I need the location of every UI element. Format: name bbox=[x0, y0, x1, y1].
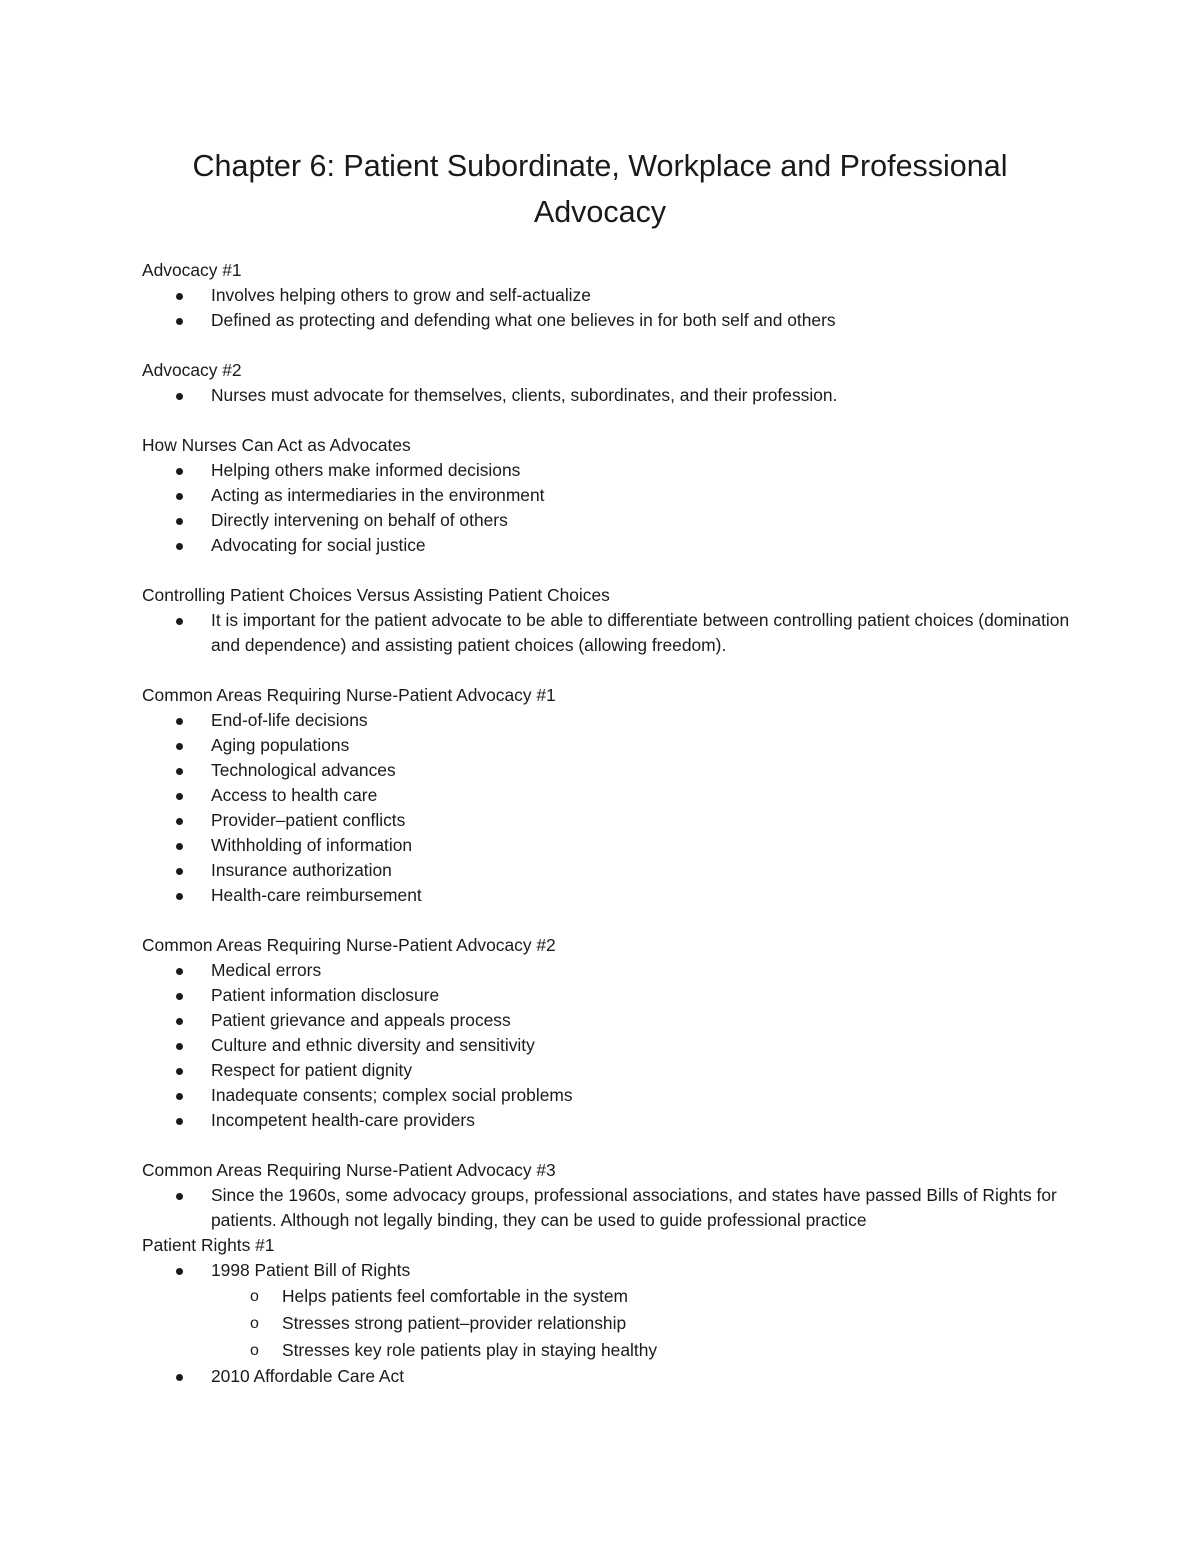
list-item-text: Withholding of information bbox=[211, 835, 413, 855]
bullet-list bbox=[142, 283, 1082, 333]
section-common-areas-requiring-nurse-patient-advocacy-2 bbox=[142, 933, 1082, 1133]
page-title-line-2: Advocacy bbox=[533, 195, 667, 229]
list-item bbox=[142, 708, 1082, 733]
list-item bbox=[142, 383, 1082, 408]
list-item-text: Culture and ethnic diversity and sensitivity bbox=[211, 1035, 535, 1055]
sub-list-item bbox=[142, 1337, 1082, 1364]
bullet-icon bbox=[176, 768, 183, 775]
bullet-icon bbox=[176, 793, 183, 800]
list-item-text: Advocating for social justice bbox=[211, 535, 426, 555]
bullet-icon bbox=[176, 968, 183, 975]
list-item-text: 2010 Affordable Care Act bbox=[211, 1366, 405, 1386]
list-item bbox=[142, 1033, 1082, 1058]
list-item-text: Aging populations bbox=[211, 735, 350, 755]
list-item bbox=[142, 283, 1082, 308]
bullet-icon bbox=[176, 1118, 183, 1125]
section-common-areas-requiring-nurse-patient-advocacy-3 bbox=[142, 1158, 1082, 1233]
section-heading: Common Areas Requiring Nurse-Patient Advocacy #1 bbox=[142, 685, 556, 705]
list-item-text: Directly intervening on behalf of others bbox=[211, 510, 508, 530]
list-item-text: Nurses must advocate for themselves, clients, subordinates, and their profession. bbox=[211, 385, 838, 405]
bullet-icon bbox=[176, 393, 183, 400]
bullet-list bbox=[142, 1183, 1082, 1233]
list-item bbox=[142, 983, 1082, 1008]
bullet-icon bbox=[176, 1093, 183, 1100]
section-heading: Advocacy #2 bbox=[142, 360, 242, 380]
bullet-icon bbox=[176, 1268, 183, 1275]
section-controlling-patient-choices-versus-assisting-patient-choices bbox=[142, 583, 1082, 658]
list-item bbox=[142, 883, 1082, 908]
bullet-icon bbox=[176, 1018, 183, 1025]
bullet-list bbox=[142, 708, 1082, 908]
page-title-line-1: Chapter 6: Patient Subordinate, Workplace and Professional bbox=[192, 149, 1008, 183]
bullet-icon bbox=[176, 543, 183, 550]
bullet-icon bbox=[176, 1193, 183, 1200]
list-item bbox=[142, 1108, 1082, 1133]
list-item-text: Defined as protecting and defending what one believes in for both self and others bbox=[211, 310, 836, 330]
bullet-list bbox=[142, 458, 1082, 558]
sub-list-item-text: Stresses strong patient–provider relationship bbox=[282, 1313, 627, 1333]
list-item-text: End-of-life decisions bbox=[211, 710, 368, 730]
list-item-text: Provider–patient conflicts bbox=[211, 810, 406, 830]
list-item bbox=[142, 458, 1082, 483]
section-patient-rights-1 bbox=[142, 1233, 1082, 1389]
bullet-list bbox=[142, 383, 1082, 408]
bullet-icon bbox=[176, 318, 183, 325]
list-item-text: Medical errors bbox=[211, 960, 322, 980]
list-item-text: Access to health care bbox=[211, 785, 378, 805]
bullet-list bbox=[142, 608, 1082, 658]
list-item bbox=[142, 483, 1082, 508]
sub-bullet-list bbox=[211, 1283, 1082, 1364]
list-item bbox=[142, 833, 1082, 858]
list-item bbox=[142, 958, 1082, 983]
list-item bbox=[142, 733, 1082, 758]
bullet-icon bbox=[176, 843, 183, 850]
list-item bbox=[142, 1364, 1082, 1389]
list-item bbox=[142, 758, 1082, 783]
bullet-icon bbox=[176, 518, 183, 525]
bullet-icon bbox=[176, 1068, 183, 1075]
list-item-text: Technological advances bbox=[211, 760, 396, 780]
list-item-text: Patient information disclosure bbox=[211, 985, 440, 1005]
list-item-text: Incompetent health-care providers bbox=[211, 1110, 475, 1130]
list-item-text: Patient grievance and appeals process bbox=[211, 1010, 511, 1030]
bullet-icon bbox=[176, 893, 183, 900]
list-item-text: 1998 Patient Bill of Rights bbox=[211, 1260, 411, 1280]
list-item bbox=[142, 808, 1082, 833]
bullet-icon bbox=[176, 1043, 183, 1050]
list-item-text: Since the 1960s, some advocacy groups, professional associations, and states have passed Bills of Rights for patients. Although not legally binding, they can be used to guide professional practice bbox=[211, 1185, 1057, 1230]
section-advocacy-1 bbox=[142, 258, 1082, 333]
hollow-bullet-icon: o bbox=[250, 1315, 259, 1332]
bullet-icon bbox=[176, 818, 183, 825]
list-item-text: It is important for the patient advocate to be able to differentiate between controlling patient choices (domination and dependence) and assisting patient choices (allowing freedom). bbox=[211, 610, 1070, 655]
list-item bbox=[142, 1183, 1082, 1233]
list-item-text: Acting as intermediaries in the environment bbox=[211, 485, 545, 505]
bullet-icon bbox=[176, 993, 183, 1000]
section-advocacy-2 bbox=[142, 358, 1082, 408]
list-item-text: Inadequate consents; complex social problems bbox=[211, 1085, 573, 1105]
section-heading: Common Areas Requiring Nurse-Patient Advocacy #2 bbox=[142, 935, 556, 955]
sub-list-item-text: Stresses key role patients play in staying healthy bbox=[282, 1340, 658, 1360]
bullet-icon bbox=[176, 718, 183, 725]
section-heading: Common Areas Requiring Nurse-Patient Advocacy #3 bbox=[142, 1160, 556, 1180]
section-heading: Controlling Patient Choices Versus Assisting Patient Choices bbox=[142, 585, 610, 605]
list-item-text: Respect for patient dignity bbox=[211, 1060, 413, 1080]
list-item bbox=[142, 1008, 1082, 1033]
hollow-bullet-icon: o bbox=[250, 1342, 259, 1359]
section-heading: How Nurses Can Act as Advocates bbox=[142, 435, 411, 455]
list-item bbox=[142, 608, 1082, 658]
bullet-icon bbox=[176, 1374, 183, 1381]
list-item bbox=[142, 508, 1082, 533]
list-item-text: Involves helping others to grow and self-actualize bbox=[211, 285, 591, 305]
list-item bbox=[142, 1083, 1082, 1108]
list-item-text: Helping others make informed decisions bbox=[211, 460, 521, 480]
list-item bbox=[142, 858, 1082, 883]
bullet-icon bbox=[176, 743, 183, 750]
list-item bbox=[142, 533, 1082, 558]
bullet-icon bbox=[176, 468, 183, 475]
section-heading: Advocacy #1 bbox=[142, 260, 242, 280]
sub-list-item-text: Helps patients feel comfortable in the system bbox=[282, 1286, 629, 1306]
list-item bbox=[142, 1058, 1082, 1083]
bullet-icon bbox=[176, 293, 183, 300]
sub-list-item bbox=[142, 1310, 1082, 1337]
section-common-areas-requiring-nurse-patient-advocacy-1 bbox=[142, 683, 1082, 908]
document-body bbox=[142, 258, 1082, 1389]
bullet-icon bbox=[176, 618, 183, 625]
bullet-list bbox=[142, 1258, 1082, 1389]
list-item bbox=[142, 1258, 1082, 1364]
sub-list-item bbox=[142, 1283, 1082, 1310]
bullet-list bbox=[142, 958, 1082, 1133]
list-item bbox=[142, 783, 1082, 808]
bullet-icon bbox=[176, 493, 183, 500]
hollow-bullet-icon: o bbox=[250, 1288, 259, 1305]
bullet-icon bbox=[176, 868, 183, 875]
section-how-nurses-can-act-as-advocates bbox=[142, 433, 1082, 558]
list-item-text: Health-care reimbursement bbox=[211, 885, 422, 905]
list-item-text: Insurance authorization bbox=[211, 860, 392, 880]
list-item bbox=[142, 308, 1082, 333]
section-heading: Patient Rights #1 bbox=[142, 1235, 275, 1255]
page-title bbox=[100, 143, 1100, 235]
